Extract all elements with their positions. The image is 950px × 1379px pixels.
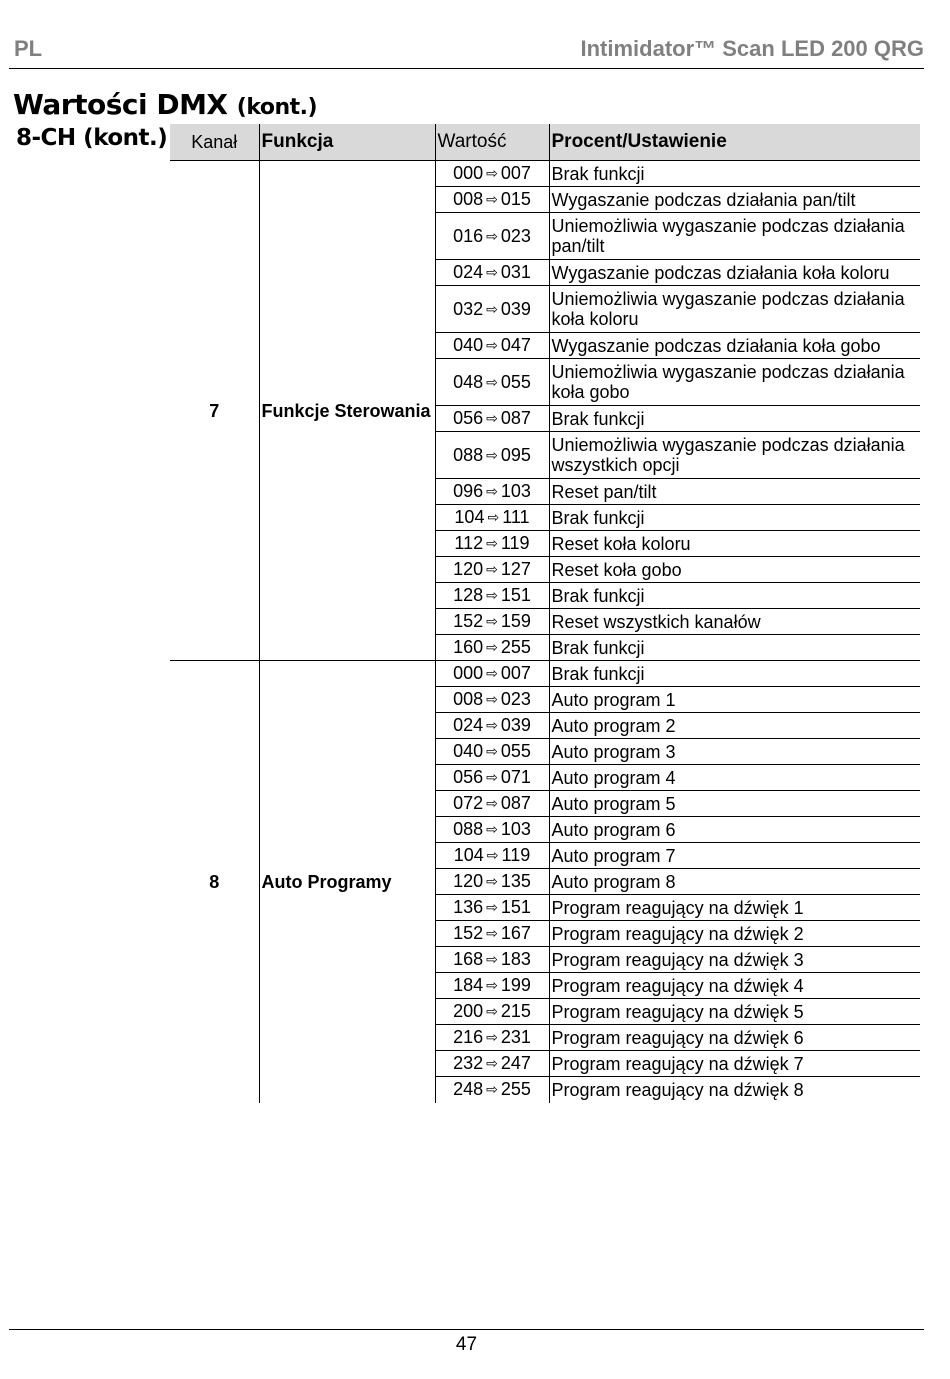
table-row xyxy=(170,661,920,687)
left-right-arrow-icon: ⇨︎ xyxy=(486,691,498,707)
header-language: PL xyxy=(14,36,43,61)
left-right-arrow-icon: ⇨︎ xyxy=(486,587,498,603)
value-range xyxy=(435,687,549,713)
left-right-arrow-icon: ⇨︎ xyxy=(486,847,499,863)
header-setting: Procent/Ustawienie xyxy=(549,124,920,161)
value-range xyxy=(435,187,549,213)
range-to: 135 xyxy=(500,871,531,891)
range-to: 007 xyxy=(500,663,531,683)
left-right-arrow-icon: ⇨︎ xyxy=(486,665,498,681)
range-from: 120 xyxy=(453,871,484,891)
range-from: 120 xyxy=(453,559,484,579)
range-from: 104 xyxy=(454,507,485,527)
setting-description: Program reagujący na dźwięk 8 xyxy=(549,1077,920,1103)
channel-number: 8 xyxy=(170,661,259,1103)
range-from: 016 xyxy=(453,225,484,246)
range-from: 024 xyxy=(453,715,484,735)
range-to: 127 xyxy=(500,559,531,579)
range-to: 119 xyxy=(501,845,531,865)
left-right-arrow-icon: ⇨︎ xyxy=(486,300,498,317)
left-right-arrow-icon: ⇨︎ xyxy=(486,446,498,463)
left-right-arrow-icon: ⇨︎ xyxy=(486,165,498,181)
table-header-row xyxy=(170,124,920,161)
range-to: 255 xyxy=(500,1079,531,1100)
range-to: 087 xyxy=(500,408,531,428)
range-from: 056 xyxy=(453,408,484,428)
table-row xyxy=(170,161,920,187)
range-from: 024 xyxy=(453,262,484,282)
header-channel: Kanał xyxy=(170,124,259,161)
left-right-arrow-icon: ⇨︎ xyxy=(486,191,498,207)
range-to: 007 xyxy=(500,163,531,183)
range-from: 112 xyxy=(454,533,484,553)
range-from: 008 xyxy=(453,689,484,709)
left-right-arrow-icon: ⇨︎ xyxy=(486,873,498,889)
value-range xyxy=(435,161,549,187)
range-to: 023 xyxy=(500,689,531,709)
left-right-arrow-icon: ⇨︎ xyxy=(486,410,498,426)
left-right-arrow-icon: ⇨︎ xyxy=(486,613,498,629)
setting-description: Program reagujący na dźwięk 1 xyxy=(549,895,920,921)
setting-description: Reset pan/tilt xyxy=(549,479,920,505)
range-to: 119 xyxy=(500,533,530,553)
range-to: 231 xyxy=(500,1027,531,1047)
value-range xyxy=(435,583,549,609)
setting-description: Brak funkcji xyxy=(549,635,920,661)
value-range xyxy=(435,432,549,479)
range-from: 040 xyxy=(453,335,484,355)
range-from: 152 xyxy=(453,923,484,943)
setting-description: Brak funkcji xyxy=(549,661,920,687)
range-to: 159 xyxy=(500,611,531,631)
value-range xyxy=(435,791,549,817)
value-range xyxy=(435,333,549,359)
range-to: 215 xyxy=(500,1001,531,1021)
range-to: 015 xyxy=(500,189,531,209)
range-to: 055 xyxy=(500,371,531,392)
setting-description: Program reagujący na dźwięk 2 xyxy=(549,921,920,947)
setting-description: Brak funkcji xyxy=(549,583,920,609)
setting-description: Program reagujący na dźwięk 3 xyxy=(549,947,920,973)
page-number: 47 xyxy=(455,1334,478,1355)
header-value: Wartość xyxy=(435,124,549,161)
range-to: 055 xyxy=(500,741,531,761)
value-range xyxy=(435,286,549,333)
setting-description: Wygaszanie podczas działania pan/tilt xyxy=(549,187,920,213)
range-to: 199 xyxy=(500,975,531,995)
setting-description: Uniemożliwia wygaszanie podczas działania wszystkich opcji xyxy=(549,432,920,479)
value-range xyxy=(435,921,549,947)
left-right-arrow-icon: ⇨︎ xyxy=(486,925,498,941)
range-from: 040 xyxy=(453,741,484,761)
range-from: 136 xyxy=(453,897,484,917)
range-from: 000 xyxy=(453,663,484,683)
footer-divider xyxy=(9,1329,924,1330)
function-name: Auto Programy xyxy=(259,661,435,1103)
left-right-arrow-icon: ⇨︎ xyxy=(487,509,500,525)
range-to: 151 xyxy=(500,897,531,917)
left-right-arrow-icon: ⇨︎ xyxy=(486,1029,498,1045)
setting-description: Auto program 8 xyxy=(549,869,920,895)
setting-description: Program reagujący na dźwięk 4 xyxy=(549,973,920,999)
setting-description: Program reagujący na dźwięk 5 xyxy=(549,999,920,1025)
range-from: 072 xyxy=(453,793,484,813)
range-to: 095 xyxy=(500,444,531,465)
left-right-arrow-icon: ⇨︎ xyxy=(486,561,498,577)
left-right-arrow-icon: ⇨︎ xyxy=(486,899,498,915)
value-range xyxy=(435,505,549,531)
range-from: 152 xyxy=(453,611,484,631)
value-range xyxy=(435,973,549,999)
range-to: 151 xyxy=(500,585,531,605)
left-right-arrow-icon: ⇨︎ xyxy=(486,1081,498,1098)
setting-description: Uniemożliwia wygaszanie podczas działania koła koloru xyxy=(549,286,920,333)
range-from: 048 xyxy=(453,371,484,392)
setting-description: Brak funkcji xyxy=(549,406,920,432)
range-to: 023 xyxy=(500,225,531,246)
setting-description: Auto program 2 xyxy=(549,713,920,739)
value-range xyxy=(435,1077,549,1103)
header-function: Funkcja xyxy=(259,124,435,161)
range-from: 160 xyxy=(453,637,484,657)
setting-description: Auto program 3 xyxy=(549,739,920,765)
setting-description: Uniemożliwia wygaszanie podczas działania pan/tilt xyxy=(549,213,920,260)
range-to: 111 xyxy=(502,507,530,527)
left-right-arrow-icon: ⇨︎ xyxy=(486,769,498,785)
function-name: Funkcje Sterowania xyxy=(259,161,435,661)
value-range xyxy=(435,479,549,505)
range-to: 039 xyxy=(500,298,531,319)
left-right-arrow-icon: ⇨︎ xyxy=(486,821,498,837)
value-range xyxy=(435,260,549,286)
value-range xyxy=(435,1051,549,1077)
range-from: 000 xyxy=(453,163,484,183)
value-range xyxy=(435,1025,549,1051)
value-range xyxy=(435,947,549,973)
range-from: 184 xyxy=(453,975,484,995)
range-to: 071 xyxy=(500,767,531,787)
left-right-arrow-icon: ⇨︎ xyxy=(486,337,498,353)
range-to: 255 xyxy=(500,637,531,657)
left-right-arrow-icon: ⇨︎ xyxy=(486,951,498,967)
range-from: 096 xyxy=(453,481,484,501)
setting-description: Auto program 7 xyxy=(549,843,920,869)
setting-description: Reset koła gobo xyxy=(549,557,920,583)
value-range xyxy=(435,531,549,557)
range-from: 232 xyxy=(453,1053,484,1073)
value-range xyxy=(435,843,549,869)
range-from: 104 xyxy=(453,845,484,865)
header-title: Intimidator™ Scan LED 200 QRG xyxy=(580,36,924,61)
range-to: 183 xyxy=(500,949,531,969)
range-to: 167 xyxy=(500,923,531,943)
dmx-values-table xyxy=(170,124,920,1103)
left-right-arrow-icon: ⇨︎ xyxy=(486,483,498,499)
setting-description: Wygaszanie podczas działania koła koloru xyxy=(549,260,920,286)
section-subtitle: 8-CH (kont.) xyxy=(16,125,168,151)
range-to: 047 xyxy=(500,335,531,355)
value-range xyxy=(435,359,549,406)
value-range xyxy=(435,817,549,843)
value-range xyxy=(435,557,549,583)
left-right-arrow-icon: ⇨︎ xyxy=(486,977,498,993)
range-from: 216 xyxy=(453,1027,484,1047)
left-right-arrow-icon: ⇨︎ xyxy=(486,743,498,759)
setting-description: Reset koła koloru xyxy=(549,531,920,557)
setting-description: Auto program 5 xyxy=(549,791,920,817)
left-right-arrow-icon: ⇨︎ xyxy=(486,227,498,244)
range-to: 039 xyxy=(500,715,531,735)
range-from: 032 xyxy=(453,298,484,319)
range-to: 087 xyxy=(500,793,531,813)
range-from: 200 xyxy=(453,1001,484,1021)
value-range xyxy=(435,895,549,921)
setting-description: Wygaszanie podczas działania koła gobo xyxy=(549,333,920,359)
left-right-arrow-icon: ⇨︎ xyxy=(486,1055,498,1071)
section-title-suffix: (kont.) xyxy=(236,95,318,120)
range-to: 103 xyxy=(500,481,531,501)
section-title xyxy=(13,88,317,121)
value-range xyxy=(435,406,549,432)
setting-description: Reset wszystkich kanałów xyxy=(549,609,920,635)
setting-description: Uniemożliwia wygaszanie podczas działania koła gobo xyxy=(549,359,920,406)
setting-description: Program reagujący na dźwięk 6 xyxy=(549,1025,920,1051)
range-from: 088 xyxy=(453,444,484,465)
left-right-arrow-icon: ⇨︎ xyxy=(486,373,498,390)
setting-description: Brak funkcji xyxy=(549,505,920,531)
value-range xyxy=(435,661,549,687)
range-from: 128 xyxy=(453,585,484,605)
range-from: 056 xyxy=(453,767,484,787)
range-from: 088 xyxy=(453,819,484,839)
value-range xyxy=(435,739,549,765)
setting-description: Auto program 1 xyxy=(549,687,920,713)
table-body xyxy=(170,161,920,1103)
setting-description: Auto program 6 xyxy=(549,817,920,843)
value-range xyxy=(435,609,549,635)
range-from: 008 xyxy=(453,189,484,209)
setting-description: Program reagujący na dźwięk 7 xyxy=(549,1051,920,1077)
range-from: 248 xyxy=(453,1079,484,1100)
channel-number: 7 xyxy=(209,400,220,421)
left-right-arrow-icon: ⇨︎ xyxy=(486,639,498,655)
left-right-arrow-icon: ⇨︎ xyxy=(486,264,498,280)
value-range xyxy=(435,765,549,791)
setting-description: Brak funkcji xyxy=(549,161,920,187)
value-range xyxy=(435,999,549,1025)
left-right-arrow-icon: ⇨︎ xyxy=(486,535,498,551)
range-to: 103 xyxy=(500,819,531,839)
value-range xyxy=(435,635,549,661)
setting-description: Auto program 4 xyxy=(549,765,920,791)
header-divider xyxy=(9,68,924,69)
range-from: 168 xyxy=(453,949,484,969)
left-right-arrow-icon: ⇨︎ xyxy=(486,795,498,811)
section-title-text: Wartości DMX xyxy=(13,88,228,121)
range-to: 247 xyxy=(500,1053,531,1073)
left-right-arrow-icon: ⇨︎ xyxy=(486,717,498,733)
value-range xyxy=(435,213,549,260)
value-range xyxy=(435,713,549,739)
left-right-arrow-icon: ⇨︎ xyxy=(486,1003,498,1019)
range-to: 031 xyxy=(500,262,531,282)
value-range xyxy=(435,869,549,895)
